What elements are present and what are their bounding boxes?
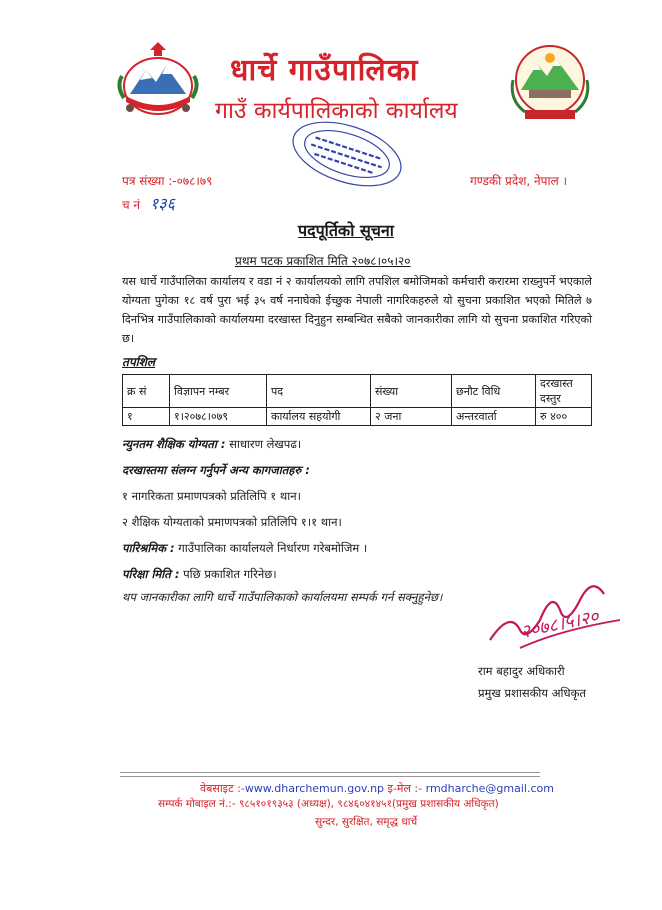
office-subtitle: गाउँ कार्यपालिकाको कार्यालय xyxy=(215,98,458,124)
reference-number: पत्र संख्या :-०७८।७९ xyxy=(122,174,213,188)
municipality-title: धार्चे गाउँपालिका xyxy=(230,53,419,88)
table-cell: अन्तरवार्ता xyxy=(452,408,536,426)
signatory-position: प्रमुख प्रशासकीय अधिकृत xyxy=(478,686,586,700)
documents-heading xyxy=(122,463,310,478)
office-stamp xyxy=(282,118,412,190)
details-heading: तपशिल xyxy=(122,355,156,369)
signature-date: २०७८।५।२० xyxy=(518,605,601,643)
footer-contact-web xyxy=(200,781,554,796)
vacancy-table xyxy=(122,374,592,426)
table-header-row xyxy=(123,375,592,408)
qualification-line xyxy=(122,437,301,452)
dispatch-number xyxy=(122,192,175,214)
dispatch-label: च नं xyxy=(122,198,141,212)
salary-line xyxy=(122,541,367,556)
document-item-1: १ नागरिकता प्रमाणपत्रको प्रतिलिपि १ थान। xyxy=(122,489,301,503)
table-header-cell: दरखास्त दस्तुर xyxy=(536,375,592,408)
notice-title: पदपूर्तिको सूचना xyxy=(298,221,394,240)
document-item-2: २ शैक्षिक योग्यताको प्रमाणपत्रको प्रतिलिपि १।१ थान। xyxy=(122,515,342,529)
notice-body: यस धार्चे गाउँपालिका कार्यालय र वडा नं २ कार्यालयको लागि तपशिल बमोजिमको कर्मचारी करारमा राख्नुपर्ने भएकाले योग्यता पुगेका १८ वर्ष पुरा भई ३५ वर्ष ननाघेको ईच्छुक नेपाली नागरिकहरुले यो सुचना प्रकाशित भएको मितिले ७ दिनभित्र गाउँपालिकाको कार्यालयमा दरखास्त दिनुहुन सम्बन्धित सबैको जानकारीका लागि यो सुचना प्रकाशित गरिएको छ। xyxy=(122,275,592,345)
municipality-logo-graphic xyxy=(505,40,595,124)
table-cell: १ xyxy=(123,408,170,426)
email-link[interactable]: rmdharche@gmail.com xyxy=(425,782,554,795)
qualification-label: न्युनतम शैक्षिक योग्यता : xyxy=(122,437,226,451)
salary-value: गाउँपालिका कार्यालयले निर्धारण गरेबमोजिम । xyxy=(178,541,368,555)
table-cell: २ जना xyxy=(371,408,452,426)
footer-divider xyxy=(120,776,540,777)
footer-motto: सुन्दर, सुरक्षित, समृद्ध धार्चे xyxy=(315,816,418,828)
signatory-name: राम बहादुर अधिकारी xyxy=(478,664,565,678)
table-row xyxy=(123,408,592,426)
exam-value: पछि प्रकाशित गरिनेछ। xyxy=(183,567,277,581)
table-cell: १।२०७८।०७९ xyxy=(170,408,267,426)
exam-line xyxy=(122,567,277,582)
footer-phone: सम्पर्क मोबाइल नं.:- ९८५१०१९३५३ (अध्यक्ष), ९८४६०४१४५१(प्रमुख प्रशासकीय अधिकृत) xyxy=(158,798,499,810)
signature-block xyxy=(478,660,586,704)
website-label: वेबसाइट :- xyxy=(200,782,245,795)
qualification-value: साधारण लेखपढ। xyxy=(229,437,302,451)
footer-divider xyxy=(120,772,540,773)
nepal-government-emblem xyxy=(108,36,208,126)
dharche-municipality-logo xyxy=(505,40,595,124)
table-cell: रु ४०० xyxy=(536,408,592,426)
table-header-cell: विज्ञापन नम्बर xyxy=(170,375,267,408)
documents-label: दरखास्तमा संलग्न गर्नुपर्ने अन्य कागजातहरु : xyxy=(122,463,310,477)
dispatch-value: १३६ xyxy=(149,194,175,213)
emblem-graphic xyxy=(108,36,208,126)
published-date: प्रथम पटक प्रकाशित मिति २०७८।०५।२० xyxy=(235,254,411,268)
table-header-cell: संख्या xyxy=(371,375,452,408)
table-cell: कार्यालय सहयोगी xyxy=(267,408,371,426)
contact-note: थप जानकारीका लागि धार्चे गाउँपालिकाको कार्यालयमा सम्पर्क गर्न सक्नुहुनेछ। xyxy=(122,590,443,604)
table-header-cell: क्र सं xyxy=(123,375,170,408)
table-header-cell: छनौट विधि xyxy=(452,375,536,408)
stamp-graphic xyxy=(282,118,412,190)
email-label: इ-मेल :- xyxy=(387,782,423,795)
website-link[interactable]: www.dharchemun.gov.np xyxy=(244,782,385,795)
exam-label: परिक्षा मिति : xyxy=(122,567,180,581)
table-header-cell: पद xyxy=(267,375,371,408)
salary-label: पारिश्रमिक : xyxy=(122,541,175,555)
province-label: गण्डकी प्रदेश, नेपाल । xyxy=(470,174,568,188)
